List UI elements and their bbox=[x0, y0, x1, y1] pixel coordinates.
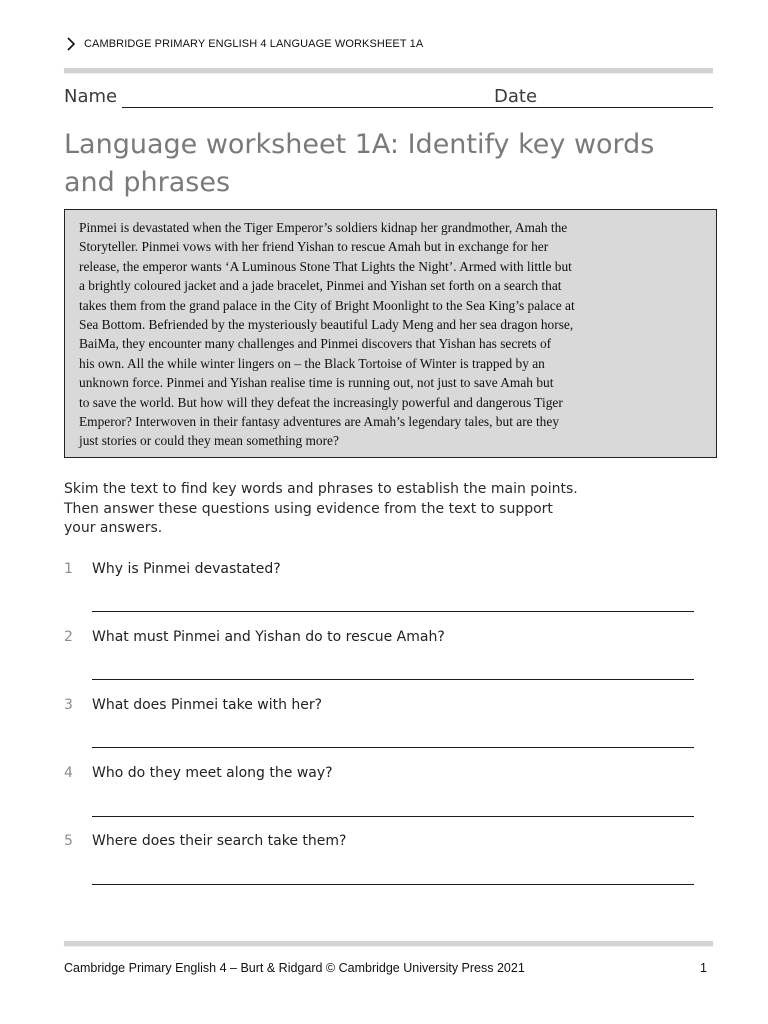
question-number: 4 bbox=[64, 765, 73, 781]
passage-line: just stories or could they mean something more? bbox=[79, 433, 339, 449]
question-text: Why is Pinmei devastated? bbox=[92, 561, 281, 577]
question-4 bbox=[64, 765, 704, 795]
name-date-row bbox=[64, 86, 713, 110]
story-passage-box bbox=[64, 209, 717, 458]
answer-line-1[interactable] bbox=[92, 611, 694, 612]
instruction-line: Then answer these questions using evidence from the text to support bbox=[64, 500, 553, 517]
instructions bbox=[64, 480, 624, 539]
passage-line: Sea Bottom. Befriended by the mysteriously beautiful Lady Meng and her sea dragon horse, bbox=[79, 317, 574, 333]
question-5 bbox=[64, 833, 704, 863]
question-2 bbox=[64, 629, 704, 659]
answer-line-5[interactable] bbox=[92, 884, 694, 885]
passage-line: unknown force. Pinmei and Yishan realise time is running out, not just to save Amah but bbox=[79, 375, 554, 391]
header-divider bbox=[64, 68, 713, 73]
name-field[interactable] bbox=[122, 107, 548, 108]
passage-line: Pinmei is devastated when the Tiger Emperor’s soldiers kidnap her grandmother, Amah the bbox=[79, 220, 568, 235]
passage-line: takes them from the grand palace in the City of Bright Moonlight to the Sea King’s palace at bbox=[79, 297, 575, 313]
question-3 bbox=[64, 697, 704, 727]
instruction-line: your answers. bbox=[64, 520, 163, 536]
question-number: 3 bbox=[64, 697, 73, 713]
footer bbox=[64, 961, 713, 979]
answer-line-4[interactable] bbox=[92, 816, 694, 817]
title-line: Language worksheet 1A: Identify key words bbox=[64, 129, 655, 160]
passage-line: Emperor? Interwoven in their fantasy adventures are Amah’s legendary tales, but are they bbox=[79, 414, 560, 430]
instruction-line: Skim the text to find key words and phrases to establish the main points. bbox=[64, 481, 578, 497]
page-number: 1 bbox=[700, 961, 707, 975]
answer-line-2[interactable] bbox=[92, 679, 694, 680]
passage-line: BaiMa, they encounter many challenges and Pinmei discovers that Yishan has secrets of bbox=[79, 336, 552, 352]
question-number: 1 bbox=[64, 561, 73, 577]
name-label: Name bbox=[64, 86, 118, 107]
chevron-right-icon bbox=[64, 36, 78, 52]
title-line: and phrases bbox=[64, 167, 231, 198]
passage-line: his own. All the while winter lingers on – the Black Tortoise of Winter is trapped by an bbox=[79, 355, 545, 371]
question-text: Where does their search take them? bbox=[92, 833, 347, 849]
answer-line-3[interactable] bbox=[92, 747, 694, 748]
question-text: What must Pinmei and Yishan do to rescue Amah? bbox=[92, 629, 445, 645]
passage-line: a brightly coloured jacket and a jade bracelet, Pinmei and Yishan set forth on a search that bbox=[79, 278, 562, 294]
footer-credit: Cambridge Primary English 4 – Burt & Ridgard © Cambridge University Press 2021 bbox=[64, 961, 525, 975]
question-text: Who do they meet along the way? bbox=[92, 765, 333, 781]
date-label: Date bbox=[494, 86, 538, 107]
date-field[interactable] bbox=[542, 107, 713, 108]
running-header bbox=[64, 34, 423, 54]
question-number: 2 bbox=[64, 629, 73, 645]
question-text: What does Pinmei take with her? bbox=[92, 697, 323, 713]
header-text: CAMBRIDGE PRIMARY ENGLISH 4 LANGUAGE WORKSHEET 1A bbox=[84, 38, 424, 50]
footer-divider bbox=[64, 941, 713, 946]
passage-line: to save the world. But how will they defeat the increasingly powerful and dangerous Tiger bbox=[79, 394, 563, 410]
question-1 bbox=[64, 561, 704, 591]
passage-line: release, the emperor wants ‘A Luminous Stone That Lights the Night’. Armed with little but bbox=[79, 258, 572, 274]
passage-line: Storyteller. Pinmei vows with her friend Yishan to rescue Amah but in exchange for her bbox=[79, 239, 549, 255]
page-title bbox=[64, 126, 704, 202]
question-number: 5 bbox=[64, 833, 73, 849]
